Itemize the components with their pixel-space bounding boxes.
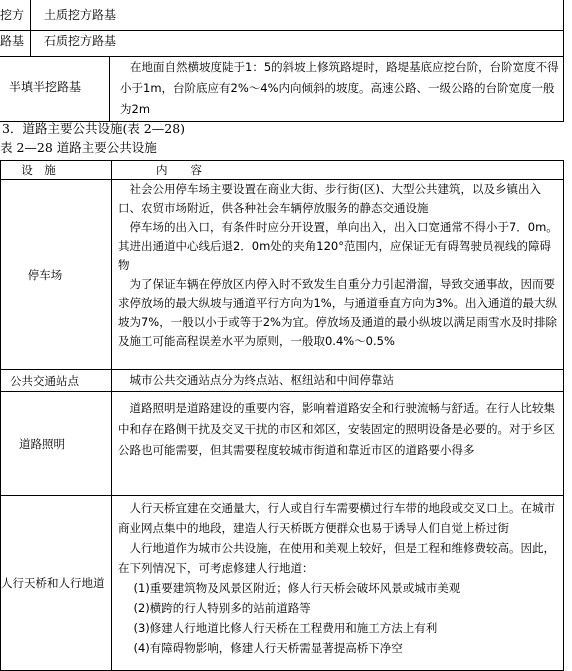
top-table-right-border [563, 0, 564, 121]
row-text-half-fill: 在地面自然横坡度陡于1：5的斜坡上修筑路堤时，路堤基底应挖台阶，台阶宽度不得小于1m，台阶底应有2%～4%内向倾斜的坡度。高速公路、一级公路的台阶宽度一般为2m [120, 60, 559, 116]
row-label-road-lighting: 道路照明 [1, 392, 112, 496]
list-item: (2)横跨的行人特别多的站前道路等 [121, 601, 311, 615]
header-content: 内 容 [111, 161, 563, 180]
row-label-half-fill: 半填半挖路基 [9, 80, 82, 94]
paragraph: 人行地道作为城市公共设施，在使用和美观上较好，但是工程和维修费较高。因此，在下列情况下，可考虑修建人行地道： [117, 541, 555, 575]
row-content-parking [111, 180, 563, 370]
row-label-bus-stop: 公共交通站点 [1, 370, 112, 392]
paragraph: 社会公用停车场主要设置在商业大街、步行街(区)、大型公共建筑，以及乡镇出入口、农贸市场附近，供各种社会车辆停放服务的静态交通设施 [117, 182, 541, 215]
paragraph: 城市公共交通站点分为终点站、枢纽站和中间停靠站 [117, 373, 394, 387]
top-table-col-divider-b [109, 56, 110, 121]
row-value-soil-excavation: 土质挖方路基 [44, 8, 117, 22]
row-label-luji: 路基 [0, 34, 25, 48]
top-table-row1-bottom-border [0, 30, 563, 31]
section-heading: 3．道路主要公共设施(表 2—28) [2, 121, 186, 136]
row-content-bus-stop [111, 370, 563, 392]
paragraph: 为了保证车辆在停放区内停入时不致发生自重分力引起滑溜，导致交通事故，因而要求停放场的最大纵坡与通道平行方向为1%，与通道垂直方向为3%。出入通道的最大纵坡为7%，一般以小于或等于2%为宜。停放场及通道的最小纵坡以满足雨雪水及时排除及施工可能高程误差水平为原则，一般取0.4%～0.5% [117, 277, 557, 348]
paragraph: 道路照明是道路建设的重要内容，影响着道路安全和行驶流畅与舒适。在行人比较集中和存在路侧干扰及交叉干扰的市区和郊区，安装固定的照明设备是必要的。对于乡区公路也可能需要，但其需要程度较城市街道和靠近市区的道路要小得多 [117, 401, 555, 457]
header-facility: 设 施 [1, 161, 112, 180]
row-label-parking: 停车场 [1, 180, 112, 370]
list-item: (3)修建人行地道比修人行天桥在工程费用和施工方法上有利 [121, 621, 438, 635]
row-label-pedestrian-crossing: 人行天桥和人行地道 [1, 496, 112, 671]
row-value-rock-excavation: 石质挖方路基 [44, 34, 117, 48]
table-row [1, 496, 564, 671]
list-item: (4)有障碍物影响，修建人行天桥需显著提高桥下净空 [121, 641, 403, 655]
main-table [0, 160, 564, 671]
paragraph: 人行天桥宜建在交通量大，行人或自行车需要横过行车带的地段或交叉口上。在城市商业网点集中的地段，建造人行天桥既方便群众也易于诱导人们自觉上桥过街 [117, 501, 555, 535]
table-caption: 表 2—28 道路主要公共设施 [0, 140, 157, 155]
table-header-row [1, 161, 564, 180]
top-table-col-divider-a [30, 0, 31, 56]
table-row [1, 180, 564, 370]
top-table [0, 0, 572, 124]
table-row [1, 370, 564, 392]
paragraph: 停车场的出入口，有条件时应分开设置，单向出入，出入口宽通常不得小于7．0m。其进出通道中心线后退2．0m处的夹角120°范围内，应保证无有碍驾驶员视线的障碍物 [117, 220, 558, 272]
row-content-road-lighting [111, 392, 563, 496]
row-content-pedestrian-crossing [111, 496, 563, 671]
row-label-wafang: 挖方 [0, 8, 25, 22]
list-item: (1)重要建筑物及风景区附近；修人行天桥会破坏风景或城市美观 [121, 581, 461, 595]
table-row [1, 392, 564, 496]
